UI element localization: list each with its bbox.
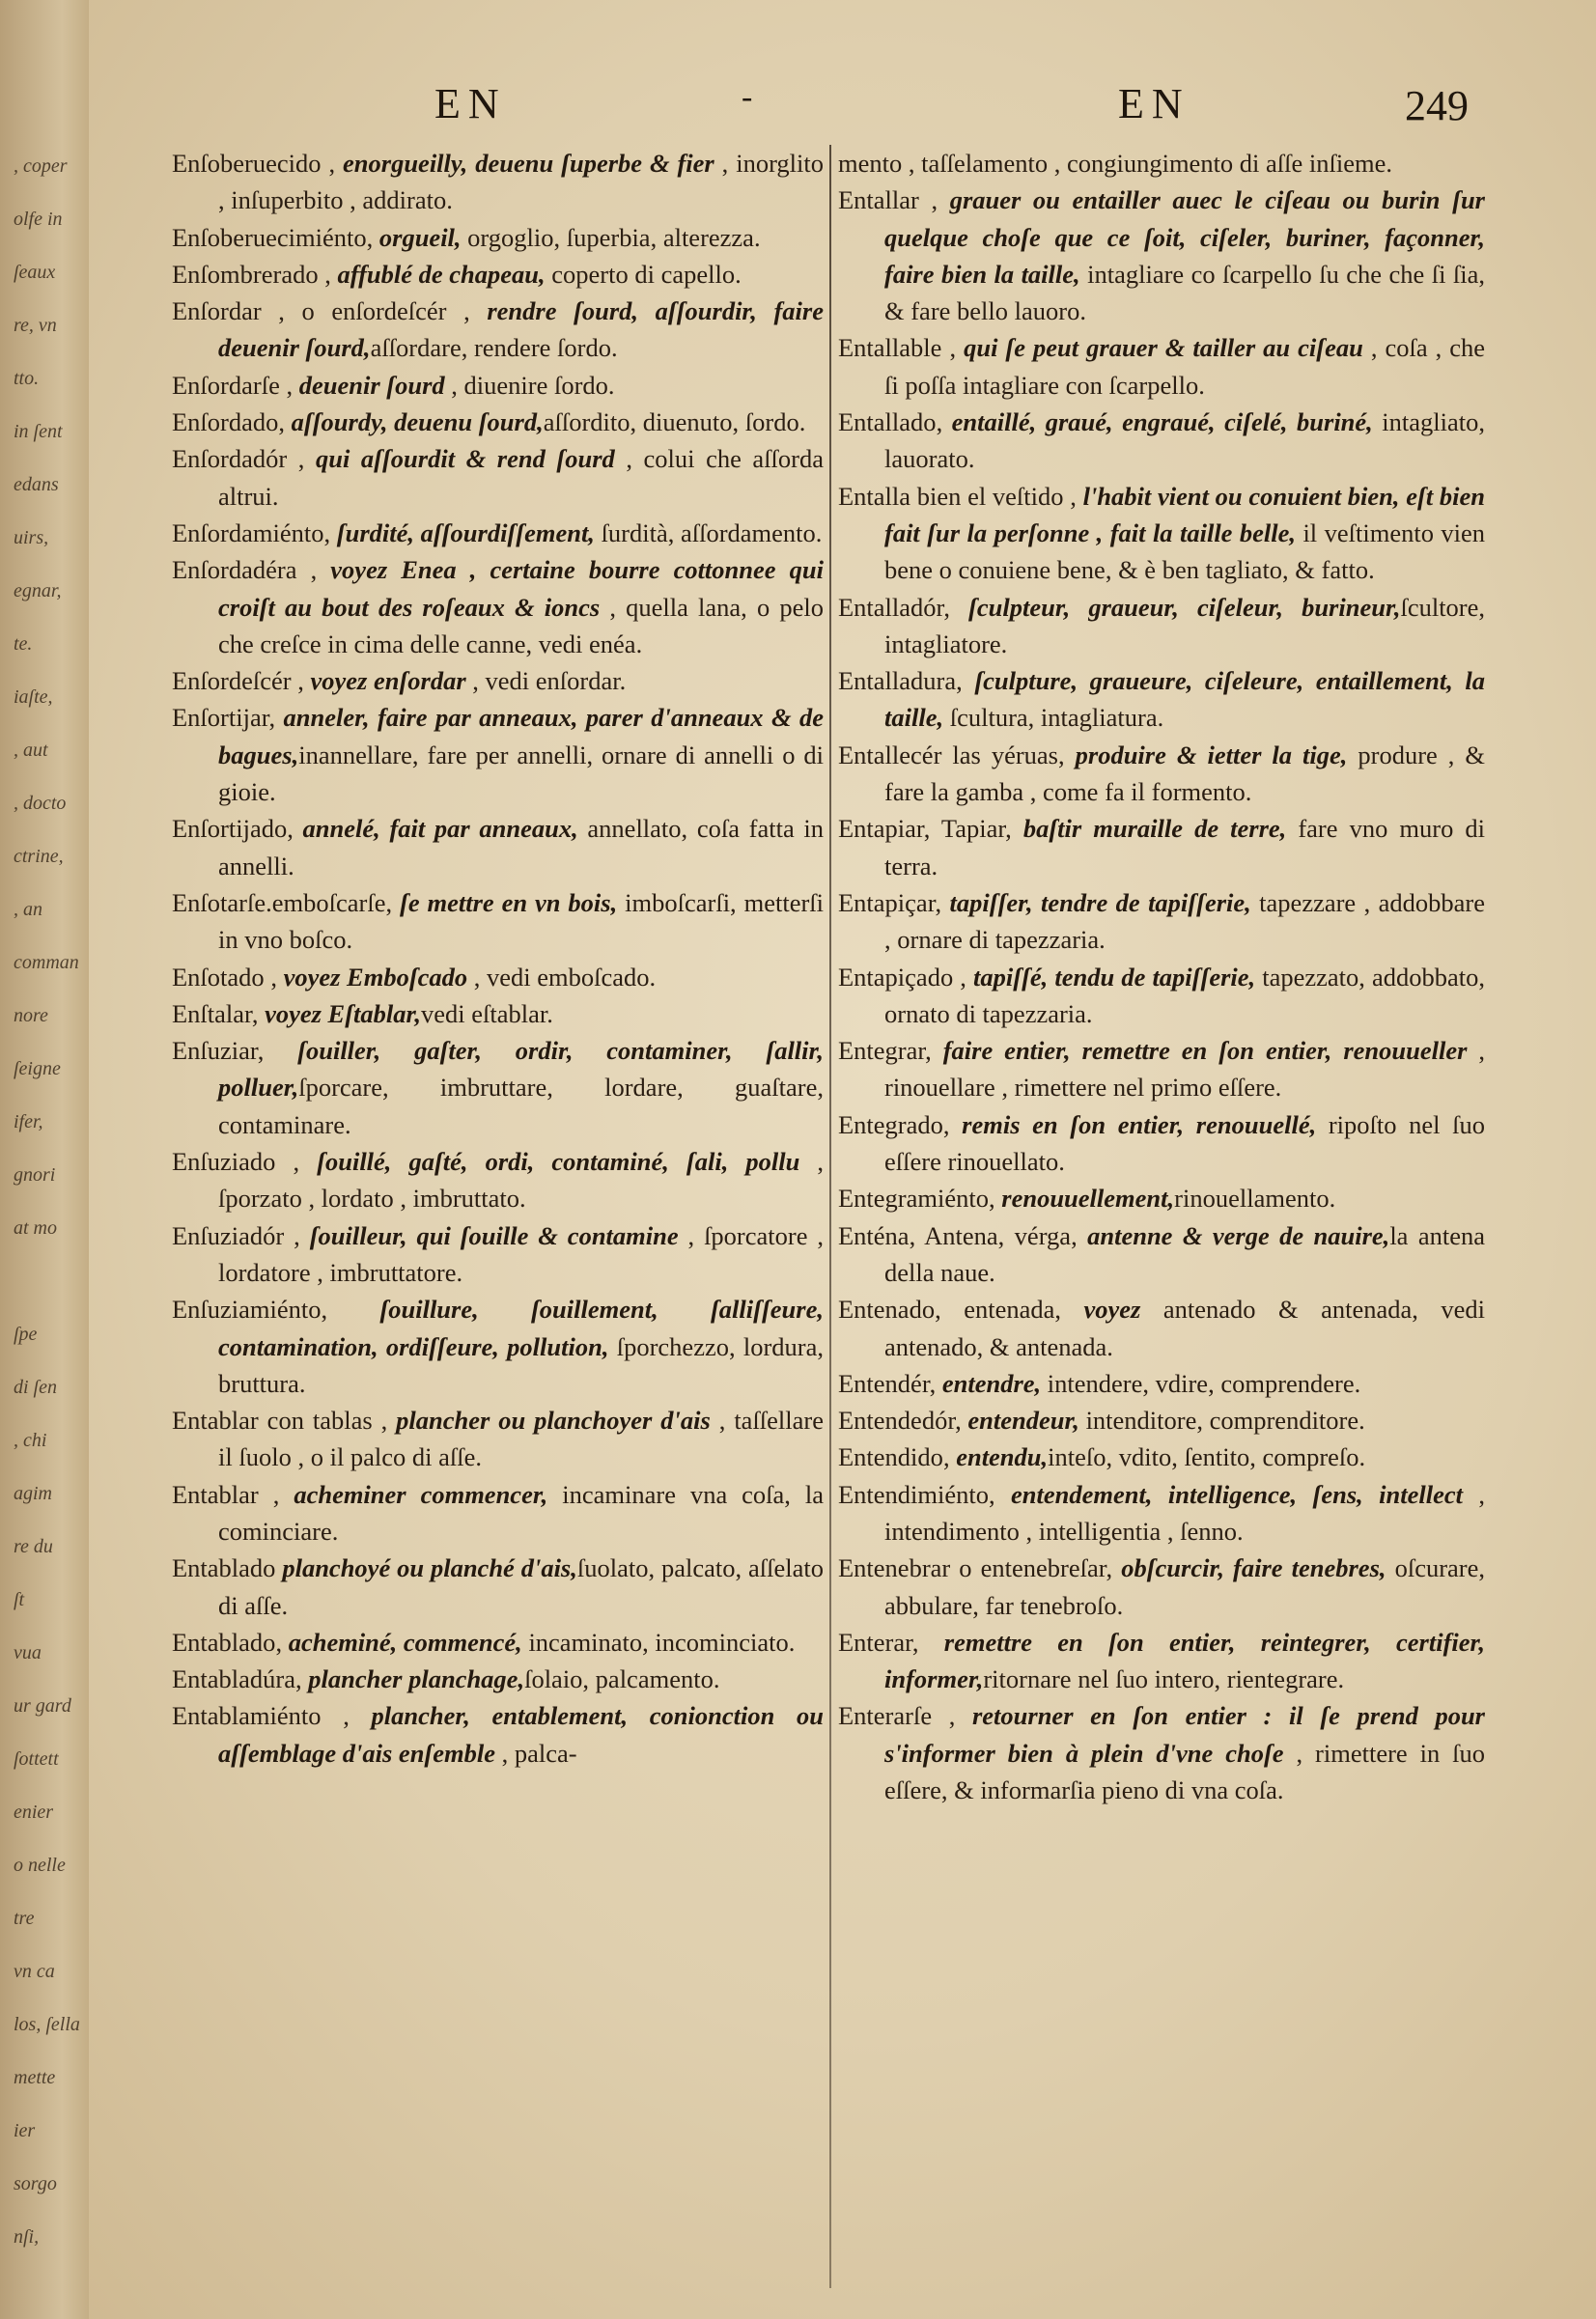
dictionary-entry <box>172 1476 824 1551</box>
dictionary-entry <box>172 515 824 551</box>
dictionary-entry <box>172 1624 824 1661</box>
entry-separator: , <box>932 1701 972 1731</box>
entry-italian: inannellare, fare per annelli, ornare di annelli o di gioie. <box>218 740 824 807</box>
entry-french: planchoyé ou planché d'ais, <box>282 1553 577 1583</box>
entry-italian: aſſordare, rendere ſordo. <box>370 333 618 363</box>
entry-italian: , intendimento , intelligentia , ſenno. <box>884 1479 1485 1546</box>
page-number: 249 <box>1405 82 1469 129</box>
entry-italian: mento , taſſelamento , congiungimento di aſſe inſieme. <box>838 149 1393 178</box>
entry-separator: , <box>264 962 284 992</box>
entry-separator: , <box>936 407 952 437</box>
margin-fragment: nore <box>14 1005 48 1026</box>
dictionary-entry <box>172 404 824 440</box>
entry-separator: , <box>296 555 331 585</box>
entry-headword: Enſordado <box>172 407 279 437</box>
entry-french: entendement, intelligence, ſens, intellect <box>1011 1479 1463 1509</box>
dictionary-entry <box>172 1032 824 1143</box>
margin-fragment: ctrine, <box>14 846 64 867</box>
entry-headword: Entalladura <box>838 666 957 696</box>
entry-separator: , <box>911 1627 944 1657</box>
entry-french: entendre, <box>941 1368 1042 1398</box>
margin-fragment: , chi <box>14 1430 47 1451</box>
dictionary-entry <box>838 145 1485 182</box>
running-head-right: EN <box>1118 80 1190 127</box>
entry-french: qui aſſourdit & rend ſourd <box>315 444 615 474</box>
margin-fragment: ſt <box>14 1589 25 1610</box>
right-column <box>838 145 1485 2288</box>
entry-headword: Enterarſe <box>838 1701 933 1731</box>
entry-french: rendre ſourd, aſſourdir, faire deuenir ſourd, <box>218 296 824 363</box>
entry-separator: , <box>941 333 965 363</box>
entry-italian: ſurdità, aſſordamento. <box>594 517 823 547</box>
margin-fragment: comman <box>14 952 79 973</box>
dictionary-entry <box>838 478 1485 589</box>
entry-headword: Entapiar, Tapiar <box>838 814 1006 844</box>
entry-french: faire entier, remettre en ſon entier, renouueller <box>942 1036 1468 1066</box>
entry-italian: produre , & fare la gamba , come fa il formento. <box>884 740 1485 807</box>
entry-italian: , inorglito , inſuperbito , addirato. <box>218 149 824 215</box>
dictionary-entry <box>172 256 824 293</box>
entry-headword: Entalla bien el veſtido <box>838 481 1064 511</box>
entry-separator: , <box>321 1701 372 1731</box>
entry-separator: , <box>942 1109 963 1139</box>
margin-fragment: egnar, <box>14 580 62 601</box>
entry-french: antenne & verge de nauire, <box>1087 1220 1390 1250</box>
entry-headword: Enſordarſe <box>172 370 280 400</box>
dictionary-entry <box>838 1106 1485 1181</box>
entry-separator: , <box>372 1406 397 1436</box>
entry-french: plancher, entablement, conionction ou aſſemblage d'ais enſemble <box>218 1701 824 1768</box>
margin-fragment: tto. <box>14 368 40 389</box>
margin-fragment: o nelle <box>14 1855 66 1876</box>
dictionary-entry <box>172 145 824 219</box>
margin-fragment: , coper <box>14 155 68 177</box>
entry-separator: , <box>935 887 950 917</box>
entry-french: affublé de chapeau, <box>337 259 546 289</box>
entry-italian: intagliare co ſcarpello ſu che che ſi ſia, & fare bello lauoro. <box>884 259 1485 326</box>
margin-fragment: gnori <box>14 1164 56 1186</box>
entry-separator: , <box>323 517 337 547</box>
dictionary-entry <box>838 1291 1485 1365</box>
entry-french: retourner en ſon entier : il ſe prend pour s'informer bien à plein d'vne choſe <box>884 1701 1485 1768</box>
entry-headword: Enſordar , o enſordeſcér <box>172 296 447 326</box>
entry-headword: Entallecér las yéruas <box>838 740 1058 769</box>
dictionary-entry <box>172 810 824 884</box>
entry-italian: vedi eſtablar. <box>421 998 553 1028</box>
dictionary-entry <box>838 1439 1485 1475</box>
entry-headword: Entabladúra <box>172 1664 296 1694</box>
entry-french: ſe mettre en vn bois, <box>400 887 618 917</box>
entry-headword: Entapiçar <box>838 887 936 917</box>
entry-italian: ſcultura, intagliatura. <box>943 703 1164 733</box>
dictionary-entry <box>172 219 824 256</box>
entry-italian: ſporchezzo, lordura, bruttura. <box>218 1331 824 1398</box>
entry-separator: , <box>278 407 292 437</box>
margin-fragment: ſottett <box>14 1748 59 1770</box>
entry-italian: , taſſellare il ſuolo , o il palco di aſſe. <box>218 1406 824 1472</box>
dictionary-entry <box>838 589 1485 663</box>
entry-french: anneler, faire par anneaux, parer d'anneaux & de bagues, <box>218 703 824 769</box>
entry-separator: , <box>284 1220 310 1250</box>
dictionary-entry <box>838 329 1485 404</box>
entry-french: voyez Emboſcado <box>283 962 468 992</box>
entry-french: entendeur, <box>967 1406 1079 1436</box>
margin-fragment: re du <box>14 1536 53 1557</box>
entry-italian: rinouellamento. <box>1174 1184 1336 1214</box>
entry-headword: Entallado <box>838 407 937 437</box>
entry-french: voyez enſordar <box>310 666 466 696</box>
margin-fragment: in ſent <box>14 421 63 442</box>
margin-fragment: agim <box>14 1483 52 1504</box>
entry-headword: Enſuziadór <box>172 1220 285 1250</box>
entry-french: acheminer commencer, <box>294 1479 548 1509</box>
entry-headword: Entendimiénto <box>838 1479 990 1509</box>
entry-separator: , <box>257 1036 298 1066</box>
dictionary-entry <box>172 367 824 404</box>
entry-italian: ripoſto nel ſuo eſſere rinouellato. <box>884 1109 1485 1177</box>
entry-italian: annellato, coſa fatta in annelli. <box>218 814 824 880</box>
margin-fragment: ſpe <box>14 1324 38 1345</box>
margin-fragment: vua <box>14 1642 42 1663</box>
entry-french: obſcurcir, faire tenebres, <box>1121 1553 1386 1583</box>
margin-fragment: olfe in <box>14 209 63 230</box>
entry-separator: , <box>291 666 311 696</box>
dictionary-entry <box>838 404 1485 478</box>
entry-headword: Entallable <box>838 333 942 363</box>
entry-french: entendu, <box>956 1442 1049 1472</box>
entry-french: enorgueilly, deuenu ſuperbe & fier <box>343 149 714 178</box>
margin-fragment: di ſen <box>14 1377 57 1398</box>
entry-headword: Entablar <box>172 1479 259 1509</box>
entry-italian: , vedi emboſcado. <box>467 962 657 992</box>
left-column <box>172 145 824 2288</box>
running-head-left: EN <box>434 80 507 127</box>
margin-fragment: uirs, <box>14 527 49 548</box>
entry-italian: , diuenire ſordo. <box>444 370 615 400</box>
dictionary-entry <box>172 1661 824 1697</box>
entry-italian: intagliato, lauorato. <box>884 407 1485 474</box>
entry-italian: orgoglio, ſuperbia, alterezza. <box>461 222 761 252</box>
entry-separator: , <box>366 222 379 252</box>
entry-french: deuenir ſourd <box>298 370 445 400</box>
entry-italian: imboſcarſi, metterſi in vno boſco. <box>218 887 824 955</box>
margin-fragment: ifer, <box>14 1111 43 1132</box>
entry-italian: , coſa , che ſi poſſa intagliare con ſcarpello. <box>884 333 1485 400</box>
entry-italian: , quella lana, o pelo che creſce in cima delle canne, vedi enéa. <box>218 592 824 658</box>
entry-italian: , ſporcatore , lordatore , imbruttatore. <box>218 1220 824 1287</box>
entry-italian: inteſo, vdito, ſentito, compreſo. <box>1048 1442 1366 1472</box>
entry-italian: , ſporzato , lordato , imbruttato. <box>218 1147 824 1214</box>
entry-french: tapiſſer, tendre de tapiſſerie, <box>949 887 1251 917</box>
entry-headword: Entendér <box>838 1368 930 1398</box>
entry-french: l'habit vient ou conuient bien, eſt bien fait ſur la perſonne , fait la taille belle, <box>884 481 1485 547</box>
entry-french: remettre en ſon entier, reintegrer, certifier, informer, <box>884 1627 1485 1694</box>
margin-fragment: , docto <box>14 793 67 814</box>
dictionary-entry <box>172 551 824 662</box>
entry-separator: , <box>1054 1295 1084 1325</box>
entry-separator: , <box>275 1627 289 1657</box>
entry-separator: , <box>942 1442 957 1472</box>
dictionary-entry <box>172 884 824 959</box>
entry-headword: Enténa, Antena, vérga <box>838 1220 1072 1250</box>
entry-headword: Enſoberuecido <box>172 149 322 178</box>
entry-italian: ſporcare, imbruttare, lordare, guaſtare, contaminare. <box>218 1073 824 1139</box>
dictionary-entry <box>172 293 824 367</box>
dictionary-entry <box>838 959 1485 1033</box>
entry-separator: , <box>953 962 974 992</box>
entry-italian: la antena della naue. <box>884 1220 1485 1287</box>
adjacent-page-margin <box>0 0 89 2319</box>
entry-separator: , <box>268 703 284 733</box>
dictionary-entry <box>838 810 1485 884</box>
entry-headword: Entablar con tablas <box>172 1406 373 1436</box>
entry-italian: ſolaio, palcamento. <box>524 1664 720 1694</box>
margin-fragment: ſeaux <box>14 262 56 283</box>
entry-italian: , vedi enſordar. <box>465 666 627 696</box>
entry-italian: tapezzato, addobbato, ornato di tapezzaria. <box>884 962 1485 1028</box>
entry-separator: , <box>287 444 316 474</box>
dictionary-entry <box>172 1402 824 1476</box>
dictionary-entry <box>838 884 1485 959</box>
entry-italian: ſcultore, intagliatore. <box>884 592 1485 658</box>
entry-headword: Entallar <box>838 185 919 215</box>
margin-fragment: sorgo <box>14 2173 57 2194</box>
dictionary-entry <box>838 1217 1485 1292</box>
entry-french: annelé, fait par anneaux, <box>302 814 578 844</box>
entry-headword: Enſortijado <box>172 814 288 844</box>
entry-french: qui ſe peut grauer & tailler au ciſeau <box>964 333 1363 363</box>
entry-italian: ſuolato, palcato, aſſelato di aſſe. <box>218 1553 824 1620</box>
margin-fragment: ſeigne <box>14 1058 61 1079</box>
entry-headword: Entenebrar o entenebreſar <box>838 1553 1106 1583</box>
entry-french: voyez <box>1083 1295 1141 1325</box>
entry-headword: Entendido <box>838 1442 943 1472</box>
margin-fragment: mette <box>14 2067 56 2088</box>
entry-headword: Entablado <box>172 1553 276 1583</box>
entry-headword: Entalladór <box>838 592 944 622</box>
entry-separator: , <box>287 814 303 844</box>
entry-separator: , <box>989 1184 1002 1214</box>
entry-separator: , <box>1005 814 1023 844</box>
entry-separator: , <box>1071 1220 1088 1250</box>
entry-italian: oſcurare, abbulare, far tenebroſo. <box>884 1553 1485 1620</box>
entry-separator: , <box>989 1479 1012 1509</box>
margin-fragment: iaſte, <box>14 686 53 708</box>
dictionary-entry <box>838 1402 1485 1439</box>
dictionary-entry <box>838 1365 1485 1402</box>
entry-french: plancher ou planchoyer d'ais <box>396 1406 711 1436</box>
entry-italian: , rinouellare , rimettere nel primo eſſere. <box>884 1036 1485 1103</box>
entry-headword: Enſordamiénto <box>172 517 324 547</box>
entry-separator: , <box>251 998 266 1028</box>
dictionary-entry <box>172 995 824 1032</box>
margin-fragment: , an <box>14 899 42 920</box>
entry-italian: coperto di capello. <box>545 259 742 289</box>
margin-fragment: ur gard <box>14 1695 71 1717</box>
entry-headword: Enſordadór <box>172 444 288 474</box>
margin-fragment: vn ca <box>14 1961 55 1982</box>
entry-french: entaillé, graué, engraué, ciſelé, buriné, <box>951 407 1373 437</box>
entry-french: ſurdité, aſſourdiſſement, <box>336 517 595 547</box>
entry-french: renouuellement, <box>1001 1184 1175 1214</box>
entry-italian: antenado & antenada, vedi antenado, & antenada. <box>884 1295 1485 1361</box>
entry-headword: Enterar <box>838 1627 912 1657</box>
margin-fragment: ier <box>14 2120 36 2141</box>
entry-separator: , <box>279 370 299 400</box>
dictionary-entry <box>172 699 824 810</box>
entry-separator: , <box>385 887 401 917</box>
dictionary-entry <box>838 737 1485 811</box>
entry-french: ſouillé, gaſté, ordi, contaminé, ſali, pollu <box>317 1147 800 1177</box>
dictionary-entry <box>838 1032 1485 1106</box>
entry-headword: Entegrar <box>838 1036 926 1066</box>
entry-italian: incaminato, incominciato. <box>521 1627 796 1657</box>
entry-separator: , <box>943 592 969 622</box>
margin-fragment: enier <box>14 1802 54 1823</box>
entry-italian: incaminare vna coſa, la cominciare. <box>218 1479 824 1546</box>
entry-italian: , palca- <box>495 1738 577 1768</box>
entry-separator: , <box>446 296 488 326</box>
dictionary-entry <box>838 1180 1485 1216</box>
entry-italian: intenditore, comprenditore. <box>1078 1406 1365 1436</box>
margin-fragment: tre <box>14 1908 35 1929</box>
margin-fragment: re, vn <box>14 315 57 336</box>
entry-french: ſouilleur, qui ſouille & contamine <box>309 1220 679 1250</box>
entry-french: produire & ietter la tige, <box>1075 740 1348 769</box>
entry-separator: , <box>1058 740 1076 769</box>
margin-fragment: los, ſella <box>14 2014 80 2035</box>
entry-french: remis en ſon entier, renouuellé, <box>962 1109 1317 1139</box>
entry-italian: ritornare nel ſuo intero, rientegrare. <box>983 1664 1345 1694</box>
entry-headword: Enſuziado <box>172 1147 276 1177</box>
entry-french: tapiſſé, tendu de tapiſſerie, <box>973 962 1256 992</box>
margin-fragment: edans <box>14 474 59 495</box>
entry-headword: Entegrado <box>838 1109 943 1139</box>
entry-italian: intendere, vdire, comprendere. <box>1041 1368 1361 1398</box>
entry-separator: , <box>955 1406 968 1436</box>
entry-french: baſtir muraille de terre, <box>1022 814 1287 844</box>
entry-headword: Enſotado <box>172 962 265 992</box>
entry-separator: , <box>918 185 950 215</box>
entry-separator: , <box>258 1479 294 1509</box>
entry-french: aſſourdy, deuenu ſourd, <box>291 407 544 437</box>
entry-french: ſculpture, graueure, ciſeleure, entaillement, la taille, <box>884 666 1485 733</box>
entry-italian: aſſordito, diuenuto, ſordo. <box>543 407 806 437</box>
dictionary-entry <box>172 1550 824 1624</box>
entry-headword: Enſoberuecimiénto <box>172 222 367 252</box>
entry-headword: Entegramiénto <box>838 1184 989 1214</box>
entry-separator: , <box>925 1036 943 1066</box>
dictionary-entry <box>172 1143 824 1217</box>
entry-french: acheminé, commencé, <box>288 1627 522 1657</box>
entry-headword: Entenado, entenada <box>838 1295 1055 1325</box>
entry-french: ſouillure, ſouillement, ſalliſſeure, contamination, ordiſſeure, pollution, <box>218 1295 824 1361</box>
entry-separator: , <box>318 259 338 289</box>
entry-separator: , <box>295 1664 309 1694</box>
entry-italian: tapezzare , addobbare , ornare di tapezzaria. <box>884 887 1485 955</box>
entry-separator: , <box>275 1147 318 1177</box>
margin-fragment: nſi, <box>14 2226 40 2248</box>
entry-french: orgueil, <box>378 222 462 252</box>
entry-headword: Entablado <box>172 1627 276 1657</box>
entry-italian: , rimettere in ſuo eſſere, & informarſia pieno di vna coſa. <box>884 1738 1485 1805</box>
entry-french: ſculpteur, graueur, ciſeleur, burineur, <box>968 592 1401 622</box>
margin-fragment: at mo <box>14 1217 57 1239</box>
dictionary-entry <box>172 1697 824 1772</box>
entry-headword: Enſotarſe.emboſcarſe <box>172 887 386 917</box>
dictionary-entry <box>838 1476 1485 1551</box>
dictionary-entry <box>172 1291 824 1402</box>
entry-separator: , <box>321 1295 380 1325</box>
dictionary-entry <box>838 1697 1485 1808</box>
entry-headword: Entablamiénto <box>172 1701 322 1731</box>
entry-headword: Enſombrerado <box>172 259 319 289</box>
entry-headword: Enſortijar <box>172 703 269 733</box>
entry-separator: , <box>929 1368 942 1398</box>
entry-separator: , <box>956 666 975 696</box>
entry-headword: Entendedór <box>838 1406 956 1436</box>
entry-headword: Enſordeſcér <box>172 666 292 696</box>
dictionary-entry <box>838 662 1485 737</box>
entry-separator: , <box>1063 481 1083 511</box>
margin-fragment: , aut <box>14 740 48 761</box>
entry-french: ſouiller, gaſter, ordir, contaminer, ſallir, polluer, <box>218 1036 824 1103</box>
dictionary-entry <box>172 959 824 995</box>
entry-headword: Entapiçado <box>838 962 954 992</box>
entry-french: plancher planchage, <box>308 1664 525 1694</box>
running-head-dash: - <box>742 79 761 115</box>
dictionary-entry <box>172 1217 824 1292</box>
entry-italian: il veſtimento vien bene o conuiene bene, & è ben tagliato, & fatto. <box>884 517 1485 585</box>
entry-italian: fare vno muro di terra. <box>884 814 1485 880</box>
dictionary-entry <box>838 182 1485 329</box>
entry-separator: , <box>1106 1553 1122 1583</box>
entry-headword: Enſuziamiénto <box>172 1295 322 1325</box>
dictionary-entry <box>838 1550 1485 1624</box>
margin-fragment: te. <box>14 633 33 655</box>
entry-headword: Enſtalar <box>172 998 252 1028</box>
dictionary-entry <box>172 440 824 515</box>
entry-french: voyez Eſtablar, <box>265 998 421 1028</box>
entry-separator: , <box>321 149 343 178</box>
entry-french: voyez Enea , certaine bourre cottonnee qui croiſt au bout des roſeaux & ioncs <box>218 555 824 622</box>
column-rule <box>829 145 831 2288</box>
entry-headword: Enſordadéra <box>172 555 297 585</box>
entry-headword: Enſuziar <box>172 1036 258 1066</box>
dictionary-entry <box>838 1624 1485 1698</box>
entry-french: grauer ou entailler auec le ciſeau ou burin ſur quelque choſe que ce ſoit, ciſeler, buriner, façonner, faire bien la taille, <box>884 185 1485 289</box>
entry-italian: , colui che aſſorda altrui. <box>218 444 824 511</box>
dictionary-entry <box>172 662 824 699</box>
